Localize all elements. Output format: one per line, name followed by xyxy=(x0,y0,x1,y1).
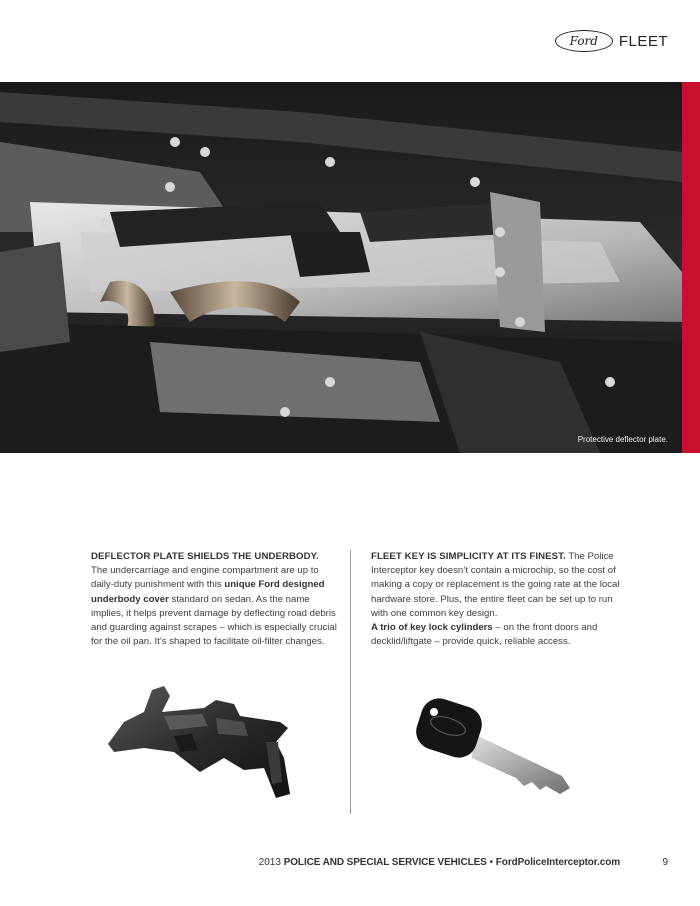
ford-logo-text: Ford xyxy=(569,34,598,48)
ford-logo xyxy=(555,30,613,52)
deflector-plate-image xyxy=(104,682,300,802)
fleet-wordmark: FLEET xyxy=(618,32,668,50)
page-footer xyxy=(259,857,620,868)
deflector-plate-section xyxy=(91,550,341,649)
deflector-plate-heading: DEFLECTOR PLATE SHIELDS THE UNDERBODY. xyxy=(91,551,319,562)
fleet-key-text-2: – on the front doors and decklid/liftgate – provide quick, reliable access. xyxy=(371,622,598,648)
page-header xyxy=(555,30,668,52)
footer-title: POLICE AND SPECIAL SERVICE VEHICLES xyxy=(283,857,487,868)
fleet-key-bold-1: A trio of key lock cylinders xyxy=(371,622,493,634)
red-side-tab xyxy=(682,82,700,453)
footer-website: FordPoliceInterceptor.com xyxy=(495,857,620,868)
deflector-plate-paragraph xyxy=(91,550,341,649)
deflector-text-1: The undercarriage and engine compartment are up to daily-duty punishment with this xyxy=(91,565,319,591)
fleet-key-image xyxy=(412,694,576,798)
column-divider xyxy=(350,550,351,814)
fleet-key-text-1: The Police Interceptor key doesn’t contain a microchip, so the cost of making a copy or replacement is the going rate at the local hardware store. Plus, the entire fleet can be set up to run with one common key design. xyxy=(371,551,620,619)
footer-separator: • xyxy=(489,857,494,868)
hero-photo-underbody xyxy=(0,82,682,453)
underbody-illustration xyxy=(0,82,682,453)
fleet-key-section xyxy=(371,550,621,649)
footer-year: 2013 xyxy=(258,857,281,868)
deflector-bold-1: unique Ford designed underbody cover xyxy=(91,579,325,605)
deflector-text-2: standard on sedan. As the name implies, it helps prevent damage by deflecting road debris and guarding against scrapes – which is especially crucial for the oil pan. It’s shaped to facilitate oil-filter changes. xyxy=(91,593,337,648)
page-number: 9 xyxy=(662,857,668,868)
fleet-key-heading: FLEET KEY IS SIMPLICITY AT ITS FINEST. xyxy=(371,551,566,562)
fleet-key-paragraph xyxy=(371,550,621,649)
hero-caption: Protective deflector plate. xyxy=(577,435,668,444)
